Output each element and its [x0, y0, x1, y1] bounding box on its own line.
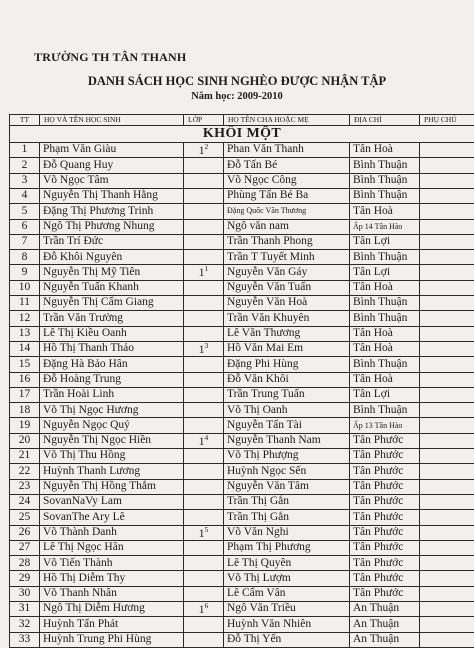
address-cell: Bình Thuận — [350, 250, 420, 265]
address-cell: Tân Phước — [350, 510, 420, 525]
class-section: 6 — [205, 602, 209, 611]
class-cell — [184, 602, 224, 617]
parent-name-cell: Đỗ Thị Yến — [224, 632, 350, 647]
student-name-cell: Đặng Hà Bảo Hân — [40, 357, 184, 372]
table-row — [10, 403, 474, 418]
section-title: KHỐI MỘT — [10, 126, 474, 143]
address-cell: Tân Phước — [350, 464, 420, 479]
class-cell — [184, 250, 224, 265]
parent-name-cell: Nguyễn Văn Gáy — [224, 265, 350, 280]
parent-name-cell: Nguyễn Văn Tâm — [224, 479, 350, 494]
note-cell — [420, 158, 474, 173]
student-name-cell: Đỗ Quang Huy — [40, 158, 184, 173]
note-cell — [420, 540, 474, 555]
parent-name-cell: Đỗ Văn Khôi — [224, 372, 350, 387]
class-cell — [184, 204, 224, 219]
student-name-cell: SovanNaVy Lam — [40, 494, 184, 509]
class-cell — [184, 341, 224, 356]
note-cell — [420, 510, 474, 525]
school-year: Năm học: 2009-2010 — [0, 91, 474, 102]
class-cell — [184, 158, 224, 173]
address-cell: Tân Hoà — [350, 372, 420, 387]
class-number: 1 — [199, 436, 205, 448]
class-section: 4 — [205, 433, 209, 442]
student-name-cell: Nguyễn Tuấn Khanh — [40, 280, 184, 295]
student-name-cell: Võ Ngọc Tâm — [40, 173, 184, 188]
parent-name-cell: Phạm Thị Phương — [224, 540, 350, 555]
table-row — [10, 188, 474, 203]
parent-name-cell: Lê Văn Thương — [224, 326, 350, 341]
stt-cell: 8 — [10, 250, 40, 265]
address-cell: An Thuận — [350, 632, 420, 647]
student-name-cell: Trần Văn Trường — [40, 311, 184, 326]
table-row — [10, 296, 474, 311]
parent-name-cell: Trần Thị Gắn — [224, 510, 350, 525]
table-header-row — [10, 115, 474, 126]
class-number: 1 — [199, 145, 205, 157]
class-section: 3 — [205, 341, 209, 350]
stt-cell: 26 — [10, 525, 40, 540]
parent-name-cell: Trần Văn Khuyên — [224, 311, 350, 326]
class-cell — [184, 571, 224, 586]
class-cell — [184, 617, 224, 632]
student-name-cell: Võ Thành Danh — [40, 525, 184, 540]
note-cell — [420, 311, 474, 326]
class-cell — [184, 219, 224, 234]
class-cell — [184, 311, 224, 326]
note-cell — [420, 372, 474, 387]
parent-name-cell: Ngô văn nam — [224, 219, 350, 234]
class-cell — [184, 540, 224, 555]
address-cell: Bình Thuận — [350, 173, 420, 188]
stt-cell: 12 — [10, 311, 40, 326]
header-note: PHỤ CHÚ — [420, 115, 474, 126]
parent-name-cell: Lê Cẩm Vân — [224, 586, 350, 601]
note-cell — [420, 143, 474, 158]
note-cell — [420, 250, 474, 265]
address-cell: An Thuận — [350, 617, 420, 632]
parent-name-cell: Trần Thị Gắn — [224, 494, 350, 509]
stt-cell: 5 — [10, 204, 40, 219]
address-cell: Tân Lợi — [350, 265, 420, 280]
class-cell — [184, 188, 224, 203]
student-name-cell: Đỗ Khôi Nguyên — [40, 250, 184, 265]
parent-name-cell: Nguyễn Văn Tuấn — [224, 280, 350, 295]
class-cell — [184, 586, 224, 601]
note-cell — [420, 571, 474, 586]
student-table — [9, 114, 474, 648]
class-cell — [184, 510, 224, 525]
student-name-cell: SovanThe Ary Lê — [40, 510, 184, 525]
parent-name-cell: Võ Thị Phượng — [224, 449, 350, 464]
parent-name-cell: Huỳnh Văn Nhiên — [224, 617, 350, 632]
student-name-cell: Nguyễn Thị Cẩm Giang — [40, 296, 184, 311]
note-cell — [420, 403, 474, 418]
student-name-cell: Nguyễn Thị Thanh Hằng — [40, 188, 184, 203]
stt-cell: 19 — [10, 418, 40, 433]
header-parent-name: HỌ TÊN CHA HOẶC MẸ — [224, 115, 350, 126]
student-name-cell: Võ Thị Ngọc Hương — [40, 403, 184, 418]
note-cell — [420, 418, 474, 433]
class-cell — [184, 403, 224, 418]
table-row — [10, 311, 474, 326]
address-cell: Tân Hoà — [350, 143, 420, 158]
student-name-cell: Ngô Thị Phương Nhung — [40, 219, 184, 234]
table-row — [10, 525, 474, 540]
parent-name-cell: Trần Thanh Phong — [224, 234, 350, 249]
table-row — [10, 158, 474, 173]
stt-cell: 16 — [10, 372, 40, 387]
school-name: TRƯỜNG TH TÂN THANH — [34, 50, 186, 65]
parent-name-cell: Ngô Văn Triều — [224, 602, 350, 617]
table-row — [10, 387, 474, 402]
class-number: 1 — [199, 527, 205, 539]
header-class: LỚP — [184, 115, 224, 126]
student-name-cell: Võ Thanh Nhân — [40, 586, 184, 601]
table-row — [10, 250, 474, 265]
stt-cell: 15 — [10, 357, 40, 372]
stt-cell: 3 — [10, 173, 40, 188]
stt-cell: 29 — [10, 571, 40, 586]
stt-cell: 4 — [10, 188, 40, 203]
class-cell — [184, 326, 224, 341]
student-name-cell: Ngô Thị Diễm Hương — [40, 602, 184, 617]
parent-name-cell: Trần Trung Tuấn — [224, 387, 350, 402]
student-name-cell: Hồ Thị Diễm Thy — [40, 571, 184, 586]
student-name-cell: Nguyễn Thị Hồng Thắm — [40, 479, 184, 494]
table-row — [10, 204, 474, 219]
stt-cell: 30 — [10, 586, 40, 601]
note-cell — [420, 265, 474, 280]
stt-cell: 28 — [10, 556, 40, 571]
address-cell: Bình Thuận — [350, 188, 420, 203]
student-name-cell: Đặng Thị Phương Trinh — [40, 204, 184, 219]
parent-name-cell: Nguyễn Thanh Nam — [224, 433, 350, 448]
note-cell — [420, 617, 474, 632]
table-row — [10, 143, 474, 158]
class-cell — [184, 479, 224, 494]
table-row — [10, 494, 474, 509]
parent-name-cell: Võ Thị Lượm — [224, 571, 350, 586]
class-section: 1 — [205, 265, 209, 274]
stt-cell: 22 — [10, 464, 40, 479]
class-cell — [184, 387, 224, 402]
student-name-cell: Võ Thị Thu Hồng — [40, 449, 184, 464]
table-row — [10, 433, 474, 448]
address-cell: Tân Lợi — [350, 387, 420, 402]
student-name-cell: Đỗ Hoàng Trung — [40, 372, 184, 387]
class-cell — [184, 433, 224, 448]
parent-name-cell: Đỗ Tấn Bé — [224, 158, 350, 173]
student-name-cell: Nguyễn Ngọc Quý — [40, 418, 184, 433]
stt-cell: 31 — [10, 602, 40, 617]
stt-cell: 33 — [10, 632, 40, 647]
stt-cell: 18 — [10, 403, 40, 418]
stt-cell: 14 — [10, 341, 40, 356]
class-cell — [184, 143, 224, 158]
table-row — [10, 357, 474, 372]
table-row — [10, 234, 474, 249]
address-cell: Tân Phước — [350, 479, 420, 494]
address-cell: Tân Lợi — [350, 234, 420, 249]
section-row — [10, 126, 474, 143]
table-row — [10, 341, 474, 356]
parent-name-cell: Võ Văn Nghi — [224, 525, 350, 540]
stt-cell: 24 — [10, 494, 40, 509]
student-name-cell: Huỳnh Tấn Phát — [40, 617, 184, 632]
student-name-cell: Lê Thị Kiều Oanh — [40, 326, 184, 341]
address-cell: Tân Hoà — [350, 204, 420, 219]
address-cell: Bình Thuận — [350, 403, 420, 418]
note-cell — [420, 219, 474, 234]
note-cell — [420, 387, 474, 402]
address-cell: Tân Hoà — [350, 326, 420, 341]
note-cell — [420, 464, 474, 479]
student-name-cell: Huỳnh Thanh Lương — [40, 464, 184, 479]
address-cell: Bình Thuận — [350, 158, 420, 173]
student-name-cell: Hồ Thị Thanh Thảo — [40, 341, 184, 356]
table-row — [10, 418, 474, 433]
stt-cell: 21 — [10, 449, 40, 464]
class-number: 1 — [199, 267, 205, 279]
student-name-cell: Huỳnh Trung Phi Hùng — [40, 632, 184, 647]
address-cell: An Thuận — [350, 602, 420, 617]
note-cell — [420, 234, 474, 249]
address-cell: Tân Phước — [350, 556, 420, 571]
parent-name-cell: Đặng Quốc Văn Thương — [224, 204, 350, 219]
stt-cell: 17 — [10, 387, 40, 402]
address-cell: Bình Thuận — [350, 311, 420, 326]
student-name-cell: Võ Tiến Thành — [40, 556, 184, 571]
stt-cell: 13 — [10, 326, 40, 341]
stt-cell: 2 — [10, 158, 40, 173]
parent-name-cell: Phùng Tấn Bé Ba — [224, 188, 350, 203]
address-cell: Bình Thuận — [350, 296, 420, 311]
stt-cell: 6 — [10, 219, 40, 234]
class-cell — [184, 372, 224, 387]
note-cell — [420, 341, 474, 356]
class-cell — [184, 357, 224, 372]
stt-cell: 10 — [10, 280, 40, 295]
class-section: 2 — [205, 143, 209, 152]
class-number: 1 — [199, 344, 205, 356]
address-cell: Tân Hoà — [350, 280, 420, 295]
class-cell — [184, 280, 224, 295]
note-cell — [420, 586, 474, 601]
student-name-cell: Lê Thị Ngọc Hân — [40, 540, 184, 555]
student-name-cell: Trần Trí Đức — [40, 234, 184, 249]
note-cell — [420, 173, 474, 188]
parent-name-cell: Nguyễn Tấn Tài — [224, 418, 350, 433]
table-row — [10, 372, 474, 387]
table-row — [10, 617, 474, 632]
class-cell — [184, 464, 224, 479]
table-row — [10, 540, 474, 555]
student-name-cell: Nguyễn Thị Mỹ Tiên — [40, 265, 184, 280]
parent-name-cell: Huỳnh Ngọc Sến — [224, 464, 350, 479]
address-cell: Ấp 13 Tân Hào — [350, 418, 420, 433]
note-cell — [420, 525, 474, 540]
stt-cell: 25 — [10, 510, 40, 525]
note-cell — [420, 280, 474, 295]
stt-cell: 32 — [10, 617, 40, 632]
address-cell: Ấp 14 Tân Hào — [350, 219, 420, 234]
table-row — [10, 510, 474, 525]
stt-cell: 23 — [10, 479, 40, 494]
note-cell — [420, 449, 474, 464]
student-name-cell: Trần Hoài Linh — [40, 387, 184, 402]
stt-cell: 11 — [10, 296, 40, 311]
address-cell: Tân Phước — [350, 449, 420, 464]
parent-name-cell: Phan Văn Thanh — [224, 143, 350, 158]
parent-name-cell: Võ Thị Oanh — [224, 403, 350, 418]
stt-cell: 7 — [10, 234, 40, 249]
student-name-cell: Phạm Văn Giàu — [40, 143, 184, 158]
class-cell — [184, 418, 224, 433]
parent-name-cell: Đặng Phi Hùng — [224, 357, 350, 372]
class-cell — [184, 556, 224, 571]
address-cell: Tân Phước — [350, 540, 420, 555]
class-cell — [184, 234, 224, 249]
class-cell — [184, 494, 224, 509]
note-cell — [420, 479, 474, 494]
table-row — [10, 326, 474, 341]
table-row — [10, 280, 474, 295]
table-row — [10, 449, 474, 464]
table-row — [10, 265, 474, 280]
address-cell: Tân Hoà — [350, 341, 420, 356]
parent-name-cell: Lê Thị Quyên — [224, 556, 350, 571]
stt-cell: 1 — [10, 143, 40, 158]
class-section: 5 — [205, 525, 209, 534]
note-cell — [420, 296, 474, 311]
note-cell — [420, 602, 474, 617]
note-cell — [420, 188, 474, 203]
table-row — [10, 556, 474, 571]
stt-cell: 20 — [10, 433, 40, 448]
address-cell: Tân Phước — [350, 571, 420, 586]
table-row — [10, 173, 474, 188]
note-cell — [420, 433, 474, 448]
table-row — [10, 479, 474, 494]
stt-cell: 9 — [10, 265, 40, 280]
address-cell: Bình Thuận — [350, 357, 420, 372]
address-cell: Tân Phước — [350, 525, 420, 540]
parent-name-cell: Nguyễn Văn Hoà — [224, 296, 350, 311]
table-row — [10, 586, 474, 601]
address-cell: Tân Phước — [350, 494, 420, 509]
note-cell — [420, 204, 474, 219]
header-address: ĐỊA CHỈ — [350, 115, 420, 126]
note-cell — [420, 556, 474, 571]
header-stt: TT — [10, 115, 40, 126]
address-cell: Tân Phước — [350, 433, 420, 448]
class-cell — [184, 265, 224, 280]
class-cell — [184, 173, 224, 188]
class-number: 1 — [199, 604, 205, 616]
document-title: DANH SÁCH HỌC SINH NGHÈO ĐƯỢC NHẬN TẬP — [0, 74, 474, 89]
table-row — [10, 602, 474, 617]
note-cell — [420, 357, 474, 372]
stt-cell: 27 — [10, 540, 40, 555]
class-cell — [184, 449, 224, 464]
table-row — [10, 571, 474, 586]
student-name-cell: Nguyễn Thị Ngọc Hiền — [40, 433, 184, 448]
parent-name-cell: Hồ Văn Mai Em — [224, 341, 350, 356]
parent-name-cell: Võ Ngọc Công — [224, 173, 350, 188]
note-cell — [420, 494, 474, 509]
table-row — [10, 219, 474, 234]
parent-name-cell: Trần T Tuyết Minh — [224, 250, 350, 265]
address-cell: Tân Phước — [350, 586, 420, 601]
class-cell — [184, 525, 224, 540]
class-cell — [184, 296, 224, 311]
note-cell — [420, 326, 474, 341]
header-student-name: HỌ VÀ TÊN HỌC SINH — [40, 115, 184, 126]
table-row — [10, 464, 474, 479]
